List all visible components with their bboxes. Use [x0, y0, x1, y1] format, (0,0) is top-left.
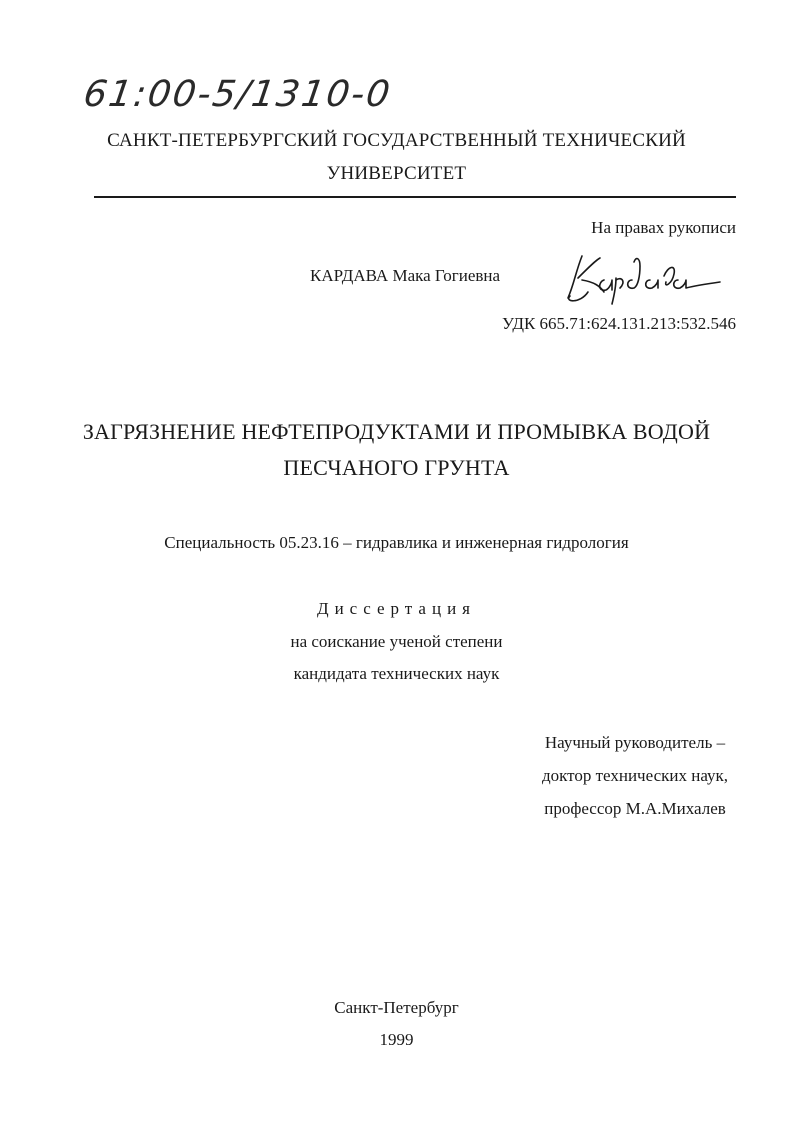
header-divider	[94, 196, 736, 198]
advisor-name: профессор М.А.Михалев	[544, 799, 726, 818]
thesis-degree-line2: кандидата технических наук	[293, 664, 500, 683]
university-name-line1: САНКТ-ПЕТЕРБУРГСКИЙ ГОСУДАРСТВЕННЫЙ ТЕХНИЧЕСКИЙ	[107, 130, 686, 151]
year: 1999	[379, 1030, 414, 1049]
thesis-degree-line1: на соискание ученой степени	[290, 632, 503, 651]
thesis-title-line2: ПЕСЧАНОГО ГРУНТА	[283, 455, 510, 480]
city: Санкт-Петербург	[334, 998, 459, 1017]
author-signature	[560, 246, 730, 306]
archive-code: 61:00-5/1310-0	[81, 74, 395, 115]
advisor-degree: доктор технических наук,	[541, 766, 729, 785]
specialty-line: Специальность 05.23.16 – гидравлика и инженерная гидрология	[164, 533, 629, 552]
manuscript-note: На правах рукописи	[591, 218, 736, 237]
advisor-label: Научный руководитель –	[544, 733, 726, 752]
university-name-line2: УНИВЕРСИТЕТ	[326, 163, 467, 184]
author-name: КАРДАВА Мака Гогиевна	[310, 266, 501, 285]
thesis-title-line1: ЗАГРЯЗНЕНИЕ НЕФТЕПРОДУКТАМИ И ПРОМЫВКА ВОДОЙ	[82, 419, 711, 444]
thesis-type: Диссертация	[316, 599, 476, 618]
udc-code: УДК 665.71:624.131.213:532.546	[502, 314, 736, 333]
